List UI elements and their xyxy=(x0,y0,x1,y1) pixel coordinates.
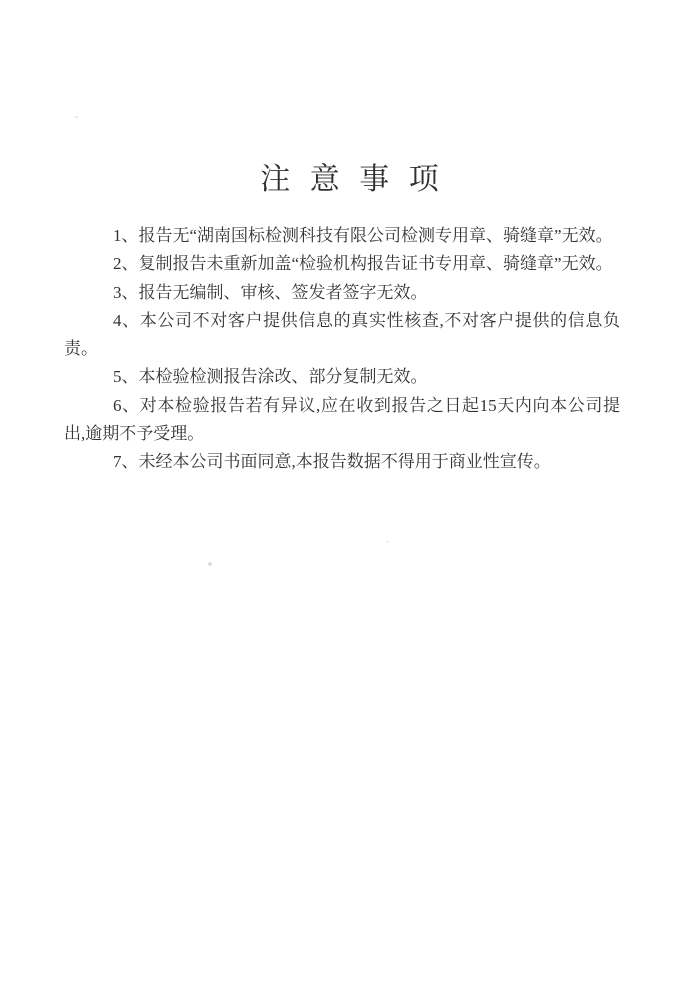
notice-item-7: 7、未经本公司书面同意,本报告数据不得用于商业性宣传。 xyxy=(113,452,551,472)
notice-item-6: 6、对本检验报告若有异议,应在收到报告之日起15天内向本公司提出,逾期不予受理。 xyxy=(64,395,620,444)
page-title: 注 意 事 项 xyxy=(260,163,440,196)
notice-item-1: 1、报告无“湖南国标检测科技有限公司检测专用章、骑缝章”无效。 xyxy=(113,226,613,245)
notice-item-5: 5、本检验检测报告涂改、部分复制无效。 xyxy=(113,367,428,387)
scan-speck xyxy=(386,541,389,543)
scan-speck xyxy=(75,116,78,118)
notice-list xyxy=(64,222,620,477)
notice-item-2: 2、复制报告未重新加盖“检验机构报告证书专用章、骑缝章”无效。 xyxy=(113,254,613,274)
notice-item-4: 4、本公司不对客户提供信息的真实性核查,不对客户提供的信息负责。 xyxy=(64,310,620,359)
scan-speck xyxy=(208,562,212,566)
notice-item-3: 3、报告无编制、审核、签发者签字无效。 xyxy=(113,282,428,302)
